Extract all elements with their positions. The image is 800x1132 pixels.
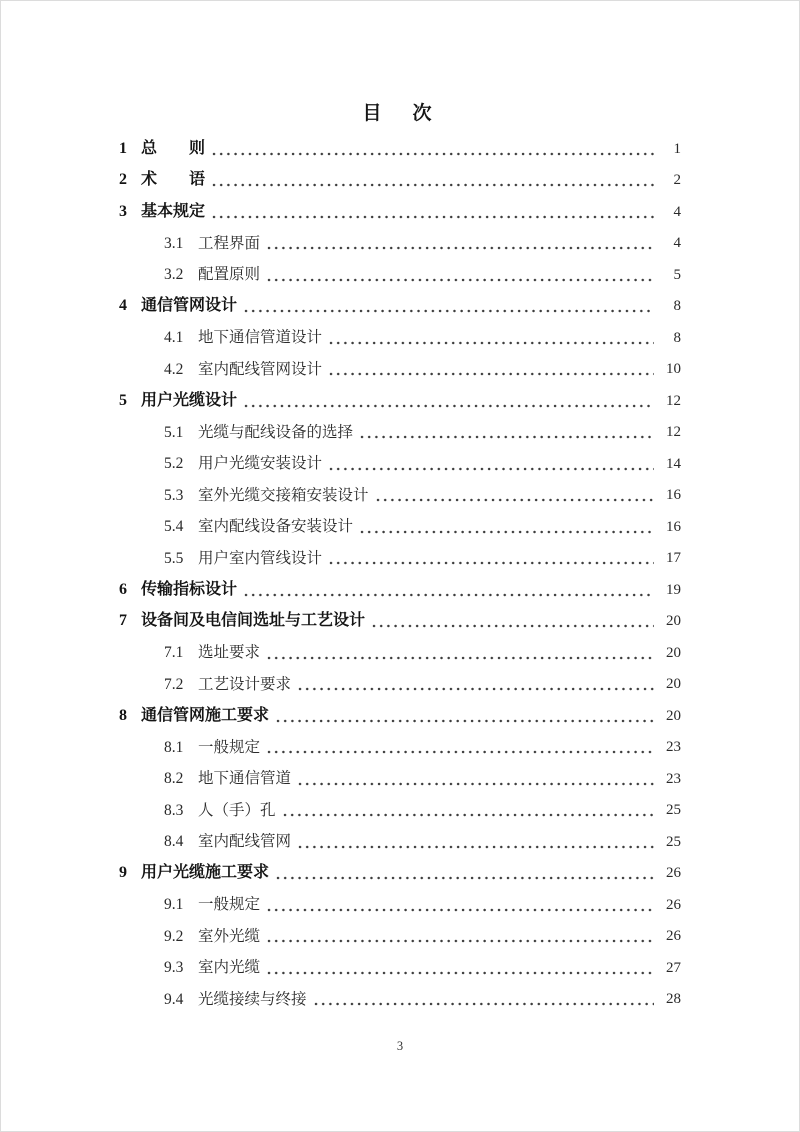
toc-entry-number: 8.1 — [164, 738, 184, 756]
dot-leader — [314, 1002, 654, 1006]
dot-leader — [329, 341, 654, 345]
toc-entry-title: 光缆接续与终接 — [198, 990, 307, 1008]
toc-entry-number: 6 — [119, 580, 127, 598]
toc-entry-number: 5.4 — [164, 518, 184, 536]
dot-leader — [244, 404, 654, 408]
toc-entry[interactable] — [119, 630, 681, 662]
toc-entry[interactable] — [119, 284, 681, 316]
toc-entry-page: 19 — [666, 581, 681, 598]
toc-entry-title: 地下通信管道设计 — [198, 329, 323, 347]
toc-entry[interactable] — [119, 977, 681, 1009]
toc-entry-title: 通信管网设计 — [141, 297, 238, 315]
dot-leader — [276, 719, 654, 723]
dot-leader — [267, 278, 654, 282]
toc-entry-page: 23 — [666, 770, 681, 787]
toc-entry-page: 20 — [666, 707, 681, 724]
toc-entry-page: 23 — [666, 739, 681, 756]
dot-leader — [283, 813, 654, 817]
toc-entry-title: 人（手）孔 — [198, 801, 276, 819]
toc-entry-number: 8.4 — [164, 833, 184, 851]
dot-leader — [212, 152, 654, 156]
toc-entry-title: 室内配线设备安装设计 — [198, 518, 354, 536]
toc-entry-number: 5.2 — [164, 455, 184, 473]
toc-entry-number: 5.5 — [164, 549, 184, 567]
toc-entry-title: 用户光缆设计 — [141, 391, 238, 409]
toc-entry-page: 20 — [666, 676, 681, 693]
toc-entry[interactable] — [119, 725, 681, 757]
toc-entry-number: 8.3 — [164, 801, 184, 819]
dot-leader — [372, 624, 654, 628]
toc-entry-number: 5.1 — [164, 423, 184, 441]
dot-leader — [212, 215, 654, 219]
toc-entry-title: 室内光缆 — [198, 959, 261, 977]
toc-entry-number: 4.2 — [164, 360, 184, 378]
toc-entry-title: 光缆与配线设备的选择 — [198, 423, 354, 441]
toc-entry-number: 8.2 — [164, 770, 184, 788]
toc-entry-page: 5 — [673, 266, 681, 283]
dot-leader — [244, 593, 654, 597]
dot-leader — [267, 971, 654, 975]
toc-entry-page: 25 — [666, 802, 681, 819]
toc-entry-number: 9.2 — [164, 927, 184, 945]
toc-entry-title: 总 则 — [141, 139, 206, 157]
dot-leader — [329, 467, 654, 471]
toc-entry-page: 20 — [666, 644, 681, 661]
toc-entry-number: 4.1 — [164, 329, 184, 347]
dot-leader — [298, 782, 654, 786]
toc-entry-number: 7.1 — [164, 644, 184, 662]
toc-entry[interactable] — [119, 221, 681, 253]
toc-entry-number: 2 — [119, 171, 127, 189]
toc-entry-title: 用户光缆安装设计 — [198, 455, 323, 473]
toc-entry[interactable] — [119, 662, 681, 694]
dot-leader — [267, 750, 654, 754]
toc-entry-page: 20 — [666, 613, 681, 630]
toc-entry[interactable] — [119, 504, 681, 536]
toc-entry-number: 8 — [119, 706, 127, 724]
toc-entry-number: 9.3 — [164, 959, 184, 977]
toc-entry[interactable] — [119, 441, 681, 473]
toc-entry-page: 26 — [666, 896, 681, 913]
dot-leader — [244, 309, 654, 313]
toc-entry[interactable] — [119, 819, 681, 851]
toc-entry-title: 术 语 — [141, 171, 206, 189]
toc-entry[interactable] — [119, 347, 681, 379]
toc-entry-title: 室内配线管网 — [198, 833, 292, 851]
toc-entry-title: 传输指标设计 — [141, 580, 238, 598]
toc-entry[interactable] — [119, 378, 681, 410]
dot-leader — [267, 908, 654, 912]
toc-entry-title: 设备间及电信间选址与工艺设计 — [141, 612, 366, 630]
dot-leader — [329, 372, 654, 376]
toc-entry-number: 7 — [119, 612, 127, 630]
toc-entry[interactable] — [119, 536, 681, 568]
dot-leader — [298, 687, 654, 691]
toc-entry-page: 4 — [673, 203, 681, 220]
dot-leader — [276, 876, 654, 880]
toc-entry-page: 16 — [666, 518, 681, 535]
toc-entry-title: 用户光缆施工要求 — [141, 864, 270, 882]
toc-entry-number: 9 — [119, 864, 127, 882]
toc-entry-number: 5.3 — [164, 486, 184, 504]
toc-entry[interactable] — [119, 945, 681, 977]
toc-entry-number: 3 — [119, 202, 127, 220]
toc-entry-page: 17 — [666, 550, 681, 567]
toc-entry-page: 27 — [666, 959, 681, 976]
toc-entry-number: 7.2 — [164, 675, 184, 693]
dot-leader — [376, 498, 654, 502]
toc-entry-page: 28 — [666, 991, 681, 1008]
toc-entry-title: 工程界面 — [198, 234, 261, 252]
toc-entry-title: 一般规定 — [198, 738, 261, 756]
toc-entry-page: 12 — [666, 424, 681, 441]
toc-entry-page: 26 — [666, 928, 681, 945]
dot-leader — [298, 845, 654, 849]
toc-entry[interactable] — [119, 851, 681, 883]
toc-entry-title: 一般规定 — [198, 896, 261, 914]
toc-entry[interactable] — [119, 882, 681, 914]
toc-entry[interactable] — [119, 567, 681, 599]
dot-leader — [267, 246, 654, 250]
toc-entry[interactable] — [119, 599, 681, 631]
toc-entry[interactable] — [119, 756, 681, 788]
footer-page-number: 3 — [396, 1039, 404, 1053]
toc-entry-number: 1 — [119, 139, 127, 157]
toc-entry[interactable] — [119, 410, 681, 442]
toc-entry[interactable] — [119, 693, 681, 725]
toc-entry-page: 8 — [673, 298, 681, 315]
dot-leader — [267, 939, 654, 943]
toc-entry-number: 3.2 — [164, 266, 184, 284]
page-title: 目 次 — [362, 103, 438, 124]
toc-entry-page: 26 — [666, 865, 681, 882]
toc-entry-page: 1 — [673, 140, 681, 157]
toc-entry-title: 用户室内管线设计 — [198, 549, 323, 567]
toc-list — [119, 126, 681, 1008]
dot-leader — [329, 561, 654, 565]
toc-entry-page: 2 — [673, 172, 681, 189]
toc-entry-page: 10 — [666, 361, 681, 378]
toc-entry[interactable] — [119, 473, 681, 505]
toc-entry-title: 地下通信管道 — [198, 770, 292, 788]
toc-entry-title: 基本规定 — [141, 202, 206, 220]
toc-entry[interactable] — [119, 158, 681, 190]
toc-entry-page: 14 — [666, 455, 681, 472]
toc-entry[interactable] — [119, 126, 681, 158]
toc-entry-number: 9.4 — [164, 990, 184, 1008]
toc-entry-title: 工艺设计要求 — [198, 675, 292, 693]
toc-entry-page: 4 — [673, 235, 681, 252]
toc-entry-title: 选址要求 — [198, 644, 261, 662]
toc-entry-number: 5 — [119, 391, 127, 409]
toc-entry-page: 25 — [666, 833, 681, 850]
dot-leader — [360, 435, 654, 439]
toc-entry-title: 室外光缆 — [198, 927, 261, 945]
toc-entry-page: 12 — [666, 392, 681, 409]
toc-entry[interactable] — [119, 914, 681, 946]
dot-leader — [360, 530, 654, 534]
toc-entry-title: 通信管网施工要求 — [141, 706, 270, 724]
dot-leader — [212, 183, 654, 187]
toc-entry[interactable] — [119, 788, 681, 820]
dot-leader — [267, 656, 654, 660]
toc-entry[interactable] — [119, 252, 681, 284]
toc-entry-page: 8 — [673, 329, 681, 346]
toc-entry[interactable] — [119, 189, 681, 221]
toc-entry[interactable] — [119, 315, 681, 347]
toc-entry-number: 4 — [119, 297, 127, 315]
toc-entry-page: 16 — [666, 487, 681, 504]
toc-entry-title: 配置原则 — [198, 266, 261, 284]
toc-entry-title: 室内配线管网设计 — [198, 360, 323, 378]
toc-entry-title: 室外光缆交接箱安装设计 — [198, 486, 369, 504]
toc-entry-number: 3.1 — [164, 234, 184, 252]
toc-entry-number: 9.1 — [164, 896, 184, 914]
